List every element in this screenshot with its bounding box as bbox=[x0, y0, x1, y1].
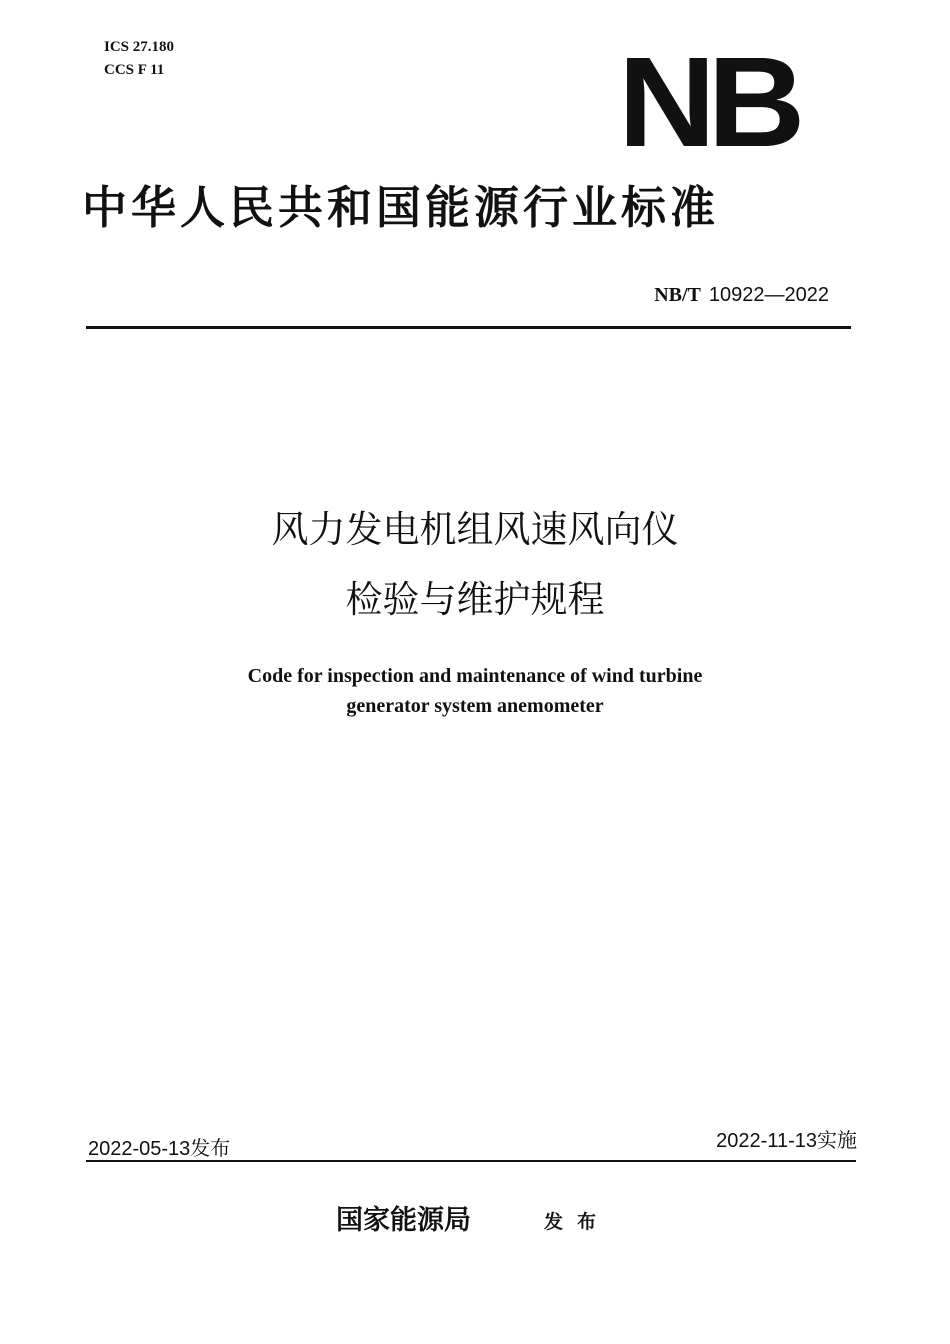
chinese-title-line-2: 检验与维护规程 bbox=[345, 578, 605, 621]
bottom-divider bbox=[86, 1160, 856, 1162]
organization-title: 中华人民共和国能源行业标准 bbox=[82, 181, 720, 234]
standard-prefix: NB/T bbox=[654, 284, 701, 306]
chinese-title-line-1: 风力发电机组风速风向仪 bbox=[271, 508, 679, 551]
standard-number bbox=[654, 281, 829, 309]
english-title-line-2: generator system anemometer bbox=[346, 695, 604, 717]
publish-label: 发布 bbox=[544, 1211, 611, 1233]
standard-code: 10922—2022 bbox=[708, 284, 829, 306]
top-divider bbox=[86, 326, 851, 329]
english-title-line-1: Code for inspection and maintenance of wind turbine bbox=[247, 665, 703, 687]
nb-logo: NB bbox=[618, 31, 798, 174]
issue-date: 2022-05-13发布 bbox=[88, 1138, 231, 1160]
ics-code: ICS 27.180 bbox=[104, 39, 175, 55]
implementation-date: 2022-11-13实施 bbox=[716, 1130, 857, 1152]
ccs-code: CCS F 11 bbox=[104, 62, 165, 78]
publisher-name: 国家能源局 bbox=[336, 1205, 471, 1236]
